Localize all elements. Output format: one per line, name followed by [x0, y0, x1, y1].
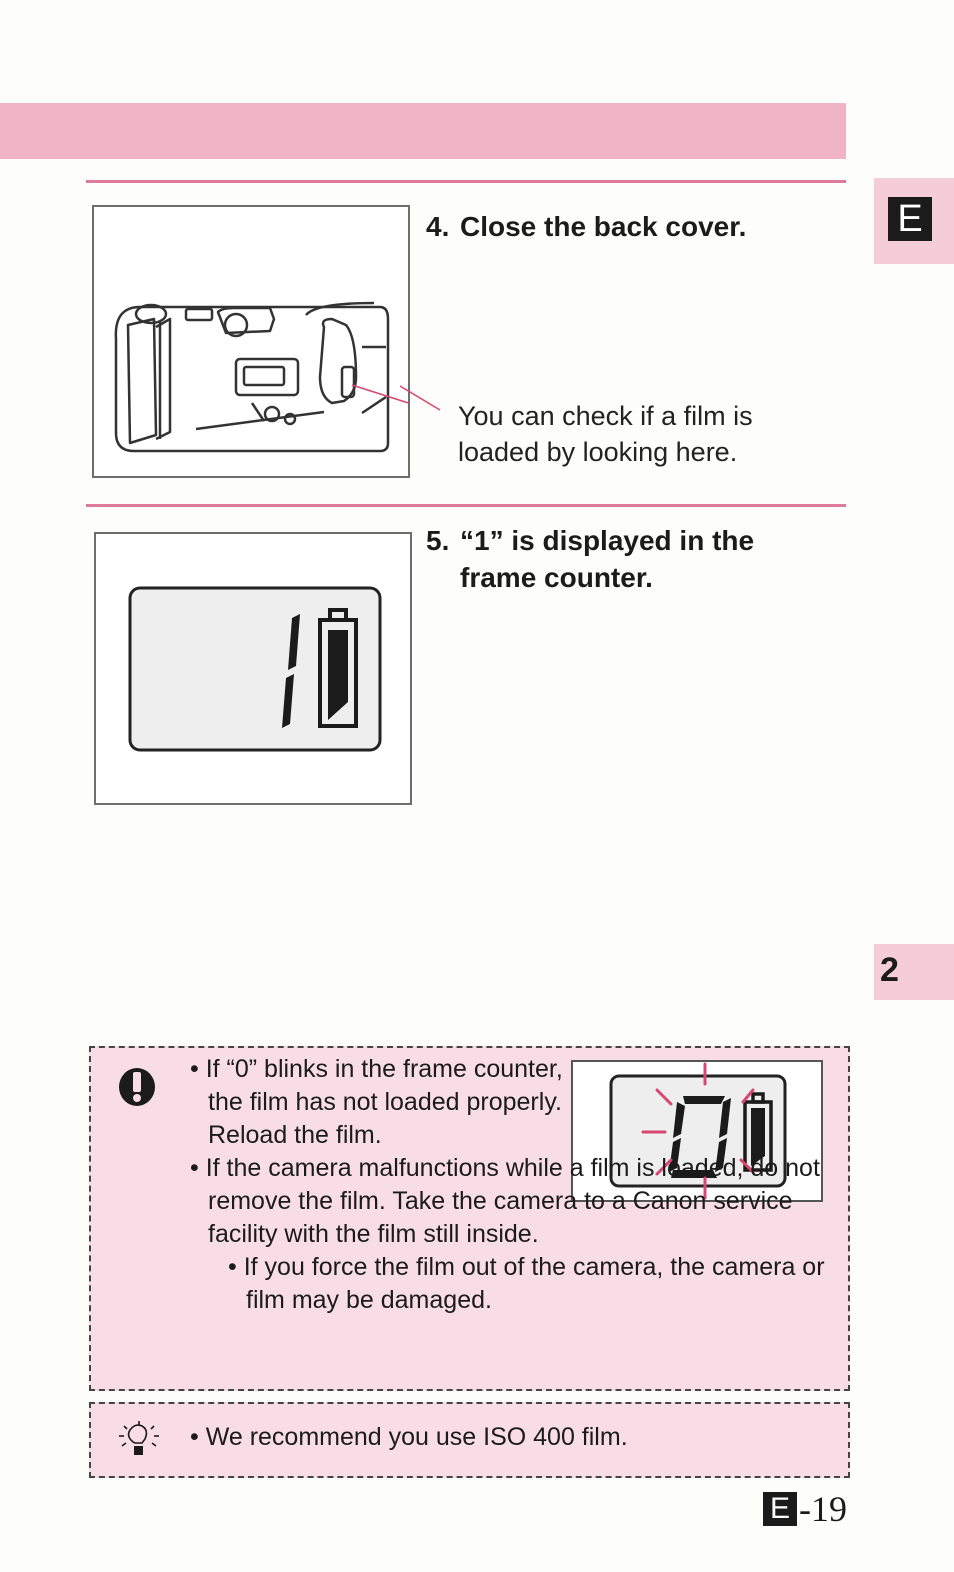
section-rule-top: [86, 180, 846, 183]
step-5-number: 5.: [426, 525, 450, 556]
chapter-tab-number: 2: [880, 951, 899, 989]
step-5-text: “1” is displayed in the frame counter.: [460, 525, 755, 593]
header-band: [0, 103, 846, 159]
camera-illustration: [92, 205, 410, 478]
page-number-letter: E: [763, 1492, 797, 1526]
section-rule-middle: [86, 504, 846, 507]
caution-bullet-malfunction: • If the camera malfunctions while a film is loaded, do not remove the film. Take the camera to a Canon service facility with the film still inside.: [190, 1154, 820, 1248]
page-number-value: -19: [799, 1489, 847, 1529]
language-tab-letter: E: [888, 197, 932, 241]
lcd-panel-drawing: [96, 534, 410, 803]
caution-bullet-force-out: • If you force the film out of the camera, the camera or film may be damaged.: [228, 1253, 825, 1314]
callout-leader: [400, 380, 460, 420]
page-number: [763, 1488, 847, 1529]
lightbulb-icon: [116, 1420, 162, 1460]
film-window-callout: You can check if a film is loaded by looking here.: [458, 401, 753, 467]
step-4-title: [426, 208, 846, 245]
caution-bullet-film-not-loaded: • If “0” blinks in the frame counter, the film has not loaded properly. Reload the film.: [190, 1055, 563, 1149]
caution-icon: [117, 1066, 157, 1110]
step-5-title: [426, 522, 826, 596]
step-4-text: Close the back cover.: [460, 211, 747, 242]
tip-text: • We recommend you use ISO 400 film.: [190, 1423, 628, 1451]
lcd-illustration: [94, 532, 412, 805]
caution-text: [190, 1053, 840, 1317]
camera-back-drawing: [94, 207, 408, 476]
step-4-number: 4.: [426, 211, 450, 242]
